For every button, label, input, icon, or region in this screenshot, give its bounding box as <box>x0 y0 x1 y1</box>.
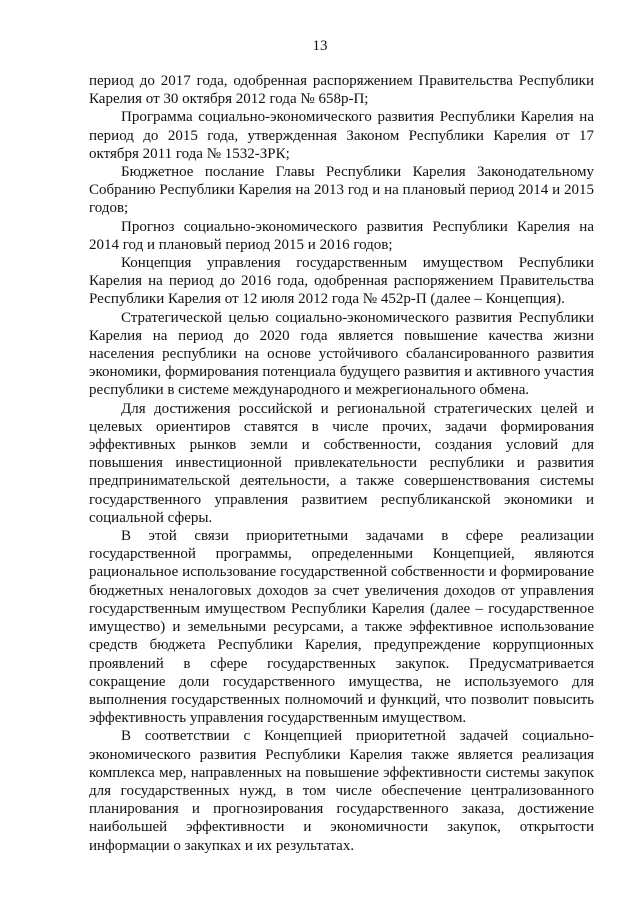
paragraph-6: Стратегической целью социально-экономического развития Республики Карелия на период до 2020 года является повышение качества жизни населения республики на основе устойчивого сбалансированного развития экономики, формирования потенциала будущего развития и активного участия республики в системе международного и межрегионального обмена. <box>89 309 594 399</box>
paragraph-8: В этой связи приоритетными задачами в сфере реализации государственной программы, определенными Концепцией, являются рациональное использование государственной собственности и формирование бюджетных неналоговых доходов за счет увеличения доходов от управления государственным имуществом Республики Карелия (далее – государственное имущество) и земельными ресурсами, а также эффективное использование средств бюджета Республики Карелия, предупреждение коррупционных проявлений в сфере государственных закупок. Предусматривается сокращение доли государственного имущества, не используемого для выполнения государственных полномочий и функций, что позволит повысить эффективность управления государственным имуществом. <box>89 528 594 727</box>
paragraph-9: В соответствии с Концепцией приоритетной задачей социально-экономического развития Республики Карелия также является реализация комплекса мер, направленных на повышение эффективности системы закупок для государственных нужд, в том числе обеспечение централизованного планирования и прогнозирования государственного заказа, достижение наибольшей эффективности и экономичности закупок, открытости информации о закупках и их результатах. <box>89 728 594 854</box>
paragraph-7: Для достижения российской и региональной стратегических целей и целевых ориентиров ставятся в числе прочих, задачи формирования эффективных рынков земли и собственности, создания условий для повышения инвестиционной привлекательности республики и развития предпринимательской деятельности, а также совершенствования системы государственного управления развитием республиканской экономики и социальной сферы. <box>89 400 594 526</box>
paragraph-1: период до 2017 года, одобренная распоряжением Правительства Республики Карелия от 30 октября 2012 года № 658р-П; <box>89 73 594 108</box>
page-number: 13 <box>312 38 328 54</box>
document-body <box>89 72 594 855</box>
paragraph-5: Концепция управления государственным имуществом Республики Карелия на период до 2016 года, одобренная распоряжением Правительства Республики Карелия от 12 июля 2012 года № 452р-П (далее – Концепция). <box>89 255 594 308</box>
paragraph-3: Бюджетное послание Главы Республики Карелия Законодательному Собранию Республики Карелия на 2013 год и на плановый период 2014 и 2015 годов; <box>89 164 594 217</box>
paragraph-4: Прогноз социально-экономического развития Республики Карелия на 2014 год и плановый период 2015 и 2016 годов; <box>89 218 594 253</box>
paragraph-2: Программа социально-экономического развития Республики Карелия на период до 2015 года, утвержденная Законом Республики Карелия от 17 октября 2011 года № 1532-ЗРК; <box>89 109 594 162</box>
